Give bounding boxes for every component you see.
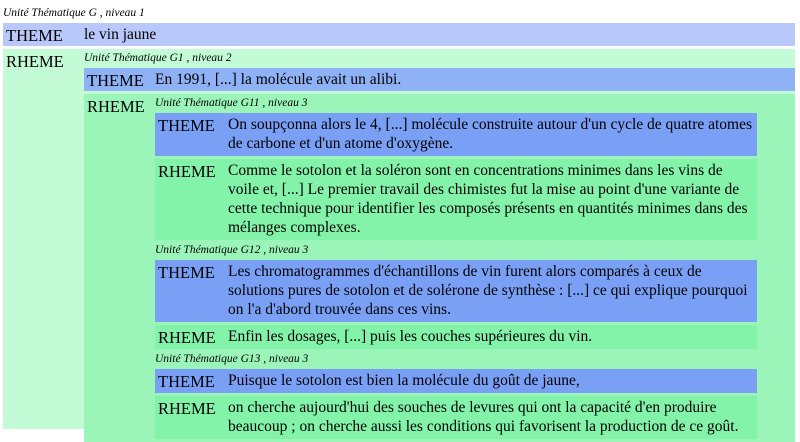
unit-g13-title: Unité Thématique G13 , niveau 3 <box>155 353 309 365</box>
unit-g13-theme-text: Puisque le sotolon est bien la molécule du goût de jaune, <box>228 372 580 389</box>
unit-g11-rheme-row <box>155 159 757 240</box>
unit-g12-title: Unité Thématique G12 , niveau 3 <box>155 244 309 256</box>
unit-g11-theme-text: On soupçonna alors le 4, [...] molécule construite autour d'un cycle de quatre atomes de carbone et d'un atome d'oxygène. <box>228 116 753 152</box>
unit-g-rheme-row <box>3 49 795 435</box>
theme-label: THEME <box>158 372 215 391</box>
unit-g1-rheme-row <box>84 94 795 442</box>
unit-g12-rheme-row <box>155 325 757 349</box>
unit-g13-rheme-row <box>155 396 757 439</box>
unit-g12-block <box>155 260 757 349</box>
theme-label: THEME <box>6 26 63 45</box>
rheme-label: RHEME <box>158 399 216 418</box>
unit-g11-rheme-text: Comme le sotolon et la soléron sont en concentrations minimes dans les vins de voile et, [...] Le premier travail des chimistes fut la mise au point d'une variante de cette technique pour identifier les composés présents en quantités minimes dans des mélanges complexes. <box>228 162 748 236</box>
unit-g12-theme-text: Les chromatogrammes d'échantillons de vin furent alors comparés à ceux de solutions pures de sotolon et de solérone de synthèse : [...] ce qui explique pourquoi on l'a d'abord trouvée dans ces vins. <box>228 263 748 318</box>
unit-g11-theme-row <box>155 113 757 156</box>
unit-g1-rheme-content <box>153 94 795 442</box>
unit-g13-rheme-text: on cherche aujourd'hui des souches de levures qui ont la capacité d'en produire beaucoup ; on cherche aussi les conditions qui favorisent la production de ce goût. <box>228 399 739 435</box>
unit-g12-theme-row <box>155 260 757 322</box>
unit-g-theme-row <box>3 23 795 46</box>
unit-g1-theme-row <box>84 68 795 91</box>
unit-g13-theme-row <box>155 369 757 393</box>
rheme-label: RHEME <box>6 52 64 71</box>
rheme-label: RHEME <box>158 162 216 181</box>
unit-g-theme-text: le vin jaune <box>84 26 157 43</box>
unit-g11-title: Unité Thématique G11 , niveau 3 <box>155 97 308 109</box>
unit-g12-rheme-text: Enfin les dosages, [...] puis les couches supérieures du vin. <box>228 328 593 345</box>
rheme-label: RHEME <box>87 97 145 116</box>
unit-g11-block <box>155 113 757 240</box>
rheme-label: RHEME <box>158 328 216 347</box>
unit-g13-block <box>155 369 757 439</box>
theme-label: THEME <box>158 116 215 135</box>
unit-g1-title: Unité Thématique G1 , niveau 2 <box>84 52 232 64</box>
unit-g-title: Unité Thématique G , niveau 1 <box>3 7 145 19</box>
unit-g-rheme-content <box>82 49 795 435</box>
unit-g1-theme-text: En 1991, [...] la molécule avait un alibi. <box>155 71 402 88</box>
theme-label: THEME <box>87 71 144 90</box>
theme-label: THEME <box>158 263 215 282</box>
